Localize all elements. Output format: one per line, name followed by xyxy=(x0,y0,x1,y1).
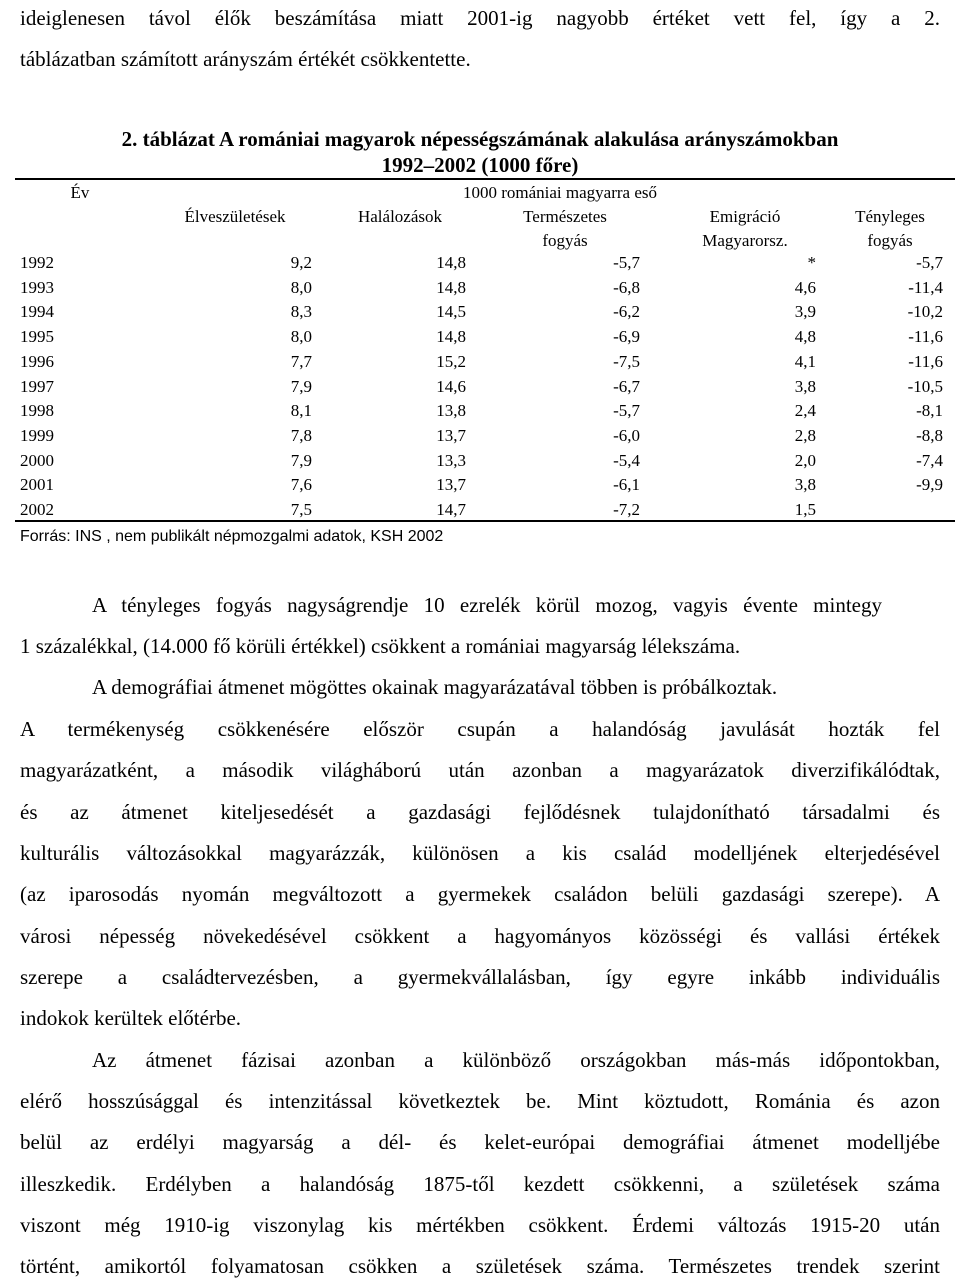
para2-line-3: magyarázatként, a második világháború után azonban a magyarázatok diverzifikálódtak, xyxy=(20,758,940,782)
intro-line-2: táblázatban számított arányszám értékét csökkentette. xyxy=(20,47,471,71)
table-year-cell: 1992 xyxy=(20,253,54,272)
table-value-cell: 14,8 xyxy=(436,278,466,297)
table-year-cell: 2001 xyxy=(20,475,54,494)
para2-line-8: szerepe a családtervezésben, a gyermekvállalásban, így egyre inkább individuális xyxy=(20,965,940,989)
para2-line-7: városi népesség növekedésével csökkent a hagyományos közösségi és vallási értékek xyxy=(20,924,940,948)
para3-line-2: elérő hosszúsággal és intenzitással következtek be. Mint köztudott, Románia és azon xyxy=(20,1089,940,1113)
table-value-cell: 4,6 xyxy=(794,278,816,297)
table-year-cell: 1996 xyxy=(20,352,54,371)
table-value-cell: 8,1 xyxy=(290,401,312,420)
header-col-emigration-2: Magyarorsz. xyxy=(702,231,788,250)
table-value-cell: 14,5 xyxy=(436,302,466,321)
table-value-cell: 9,2 xyxy=(290,253,312,272)
header-group: 1000 romániai magyarra eső xyxy=(462,183,657,202)
header-col-actual-loss-2: fogyás xyxy=(867,231,913,250)
table-value-cell: -6,7 xyxy=(613,377,640,396)
table-year-cell: 1999 xyxy=(20,426,54,445)
table-value-cell: -6,8 xyxy=(613,278,640,297)
table-value-cell: -6,9 xyxy=(613,327,640,346)
table-value-cell: -5,7 xyxy=(613,253,640,272)
table-value-cell: 8,0 xyxy=(290,327,312,346)
para3-line-3: belül az erdélyi magyarság a dél- és kelet-európai demográfiai átmenet modelljébe xyxy=(20,1130,940,1154)
table-value-cell: -10,5 xyxy=(907,377,943,396)
table-value-cell: -5,4 xyxy=(613,451,640,470)
table-value-cell: 14,8 xyxy=(436,253,466,272)
table-year-cell: 1995 xyxy=(20,327,54,346)
table-value-cell: * xyxy=(807,253,816,272)
table-value-cell: -11,4 xyxy=(908,278,943,297)
table-value-cell: 2,4 xyxy=(794,401,816,420)
table-value-cell: 2,8 xyxy=(794,426,816,445)
table-value-cell: 3,8 xyxy=(794,377,816,396)
table-year-cell: 1993 xyxy=(20,278,54,297)
table-value-cell: -6,1 xyxy=(613,475,640,494)
table-value-cell: 13,3 xyxy=(436,451,466,470)
table-value-cell: 14,8 xyxy=(436,327,466,346)
para2-line-4: és az átmenet kiteljesedését a gazdasági fejlődésnek tulajdonítható társadalmi és xyxy=(20,800,940,824)
table-top-rule xyxy=(15,178,955,180)
header-col-emigration: Emigráció xyxy=(709,207,781,226)
table-year-cell: 2002 xyxy=(20,500,54,519)
table-year-cell: 2000 xyxy=(20,451,54,470)
table-caption: 2. táblázat A romániai magyarok népességszámának alakulása arányszámokban xyxy=(121,127,839,151)
table-value-cell: 7,6 xyxy=(290,475,312,494)
para2-line-5: kulturális változásokkal magyarázzák, különösen a kis család modelljének elterjedésével xyxy=(20,841,940,865)
table-value-cell: 2,0 xyxy=(794,451,816,470)
intro-line-1: ideiglenesen távol élők beszámítása miatt 2001-ig nagyobb értéket vett fel, így a 2. xyxy=(20,6,940,30)
table-value-cell: 14,7 xyxy=(436,500,466,519)
table-value-cell: -6,2 xyxy=(613,302,640,321)
table-value-cell: -7,2 xyxy=(613,500,640,519)
para1-line-1: A tényleges fogyás nagyságrendje 10 ezrelék körül mozog, vagyis évente mintegy xyxy=(92,593,882,617)
table-value-cell: 8,0 xyxy=(290,278,312,297)
para3-line-4: illeszkedik. Erdélyben a halandóság 1875-től kezdett csökkenni, a születések száma xyxy=(20,1172,940,1196)
table-value-cell: -6,0 xyxy=(613,426,640,445)
table-value-cell: 7,8 xyxy=(290,426,312,445)
table-value-cell: 15,2 xyxy=(436,352,466,371)
table-year-cell: 1994 xyxy=(20,302,54,321)
table-value-cell: -7,4 xyxy=(916,451,943,470)
table-value-cell: 14,6 xyxy=(436,377,466,396)
table-caption-subtitle: 1992–2002 (1000 főre) xyxy=(381,153,579,177)
para2-line-2: A termékenység csökkenésére először csupán a halandóság javulását hozták fel xyxy=(20,717,940,741)
header-col-natural-loss: Természetes xyxy=(523,207,607,226)
para3-line-1: Az átmenet fázisai azonban a különböző országokban más-más időpontokban, xyxy=(92,1048,940,1072)
table-value-cell: 7,9 xyxy=(290,451,312,470)
table-value-cell: 8,3 xyxy=(290,302,312,321)
table-value-cell: -10,2 xyxy=(907,302,943,321)
para2-line-1: A demográfiai átmenet mögöttes okainak magyarázatával többen is próbálkoztak. xyxy=(92,675,778,699)
header-col-natural-loss-2: fogyás xyxy=(542,231,588,250)
table-value-cell: -9,9 xyxy=(916,475,943,494)
table-value-cell: 3,9 xyxy=(794,302,816,321)
para2-line-9: indokok kerültek előtérbe. xyxy=(20,1006,242,1030)
header-col-deaths: Halálozások xyxy=(357,207,443,226)
header-year: Év xyxy=(70,183,90,202)
header-col-actual-loss: Tényleges xyxy=(855,207,925,226)
table-value-cell: 13,8 xyxy=(436,401,466,420)
table-value-cell: 1,5 xyxy=(794,500,816,519)
table-value-cell: 4,1 xyxy=(794,352,816,371)
table-value-cell: -8,8 xyxy=(916,426,943,445)
table-value-cell: -8,1 xyxy=(916,401,943,420)
table-value-cell: -5,7 xyxy=(916,253,943,272)
para3-line-5: viszont még 1910-ig viszonylag kis mértékben csökkent. Érdemi változás 1915-20 után xyxy=(20,1213,940,1237)
table-value-cell: 13,7 xyxy=(436,426,466,445)
para1-line-2: 1 százalékkal, (14.000 fő körüli értékkel) csökkent a romániai magyarság lélekszáma. xyxy=(20,634,741,658)
table-year-cell: 1997 xyxy=(20,377,54,396)
table-value-cell: 7,5 xyxy=(290,500,312,519)
table-value-cell: -11,6 xyxy=(908,352,943,371)
table-bottom-rule xyxy=(15,520,955,522)
table-value-cell: -5,7 xyxy=(613,401,640,420)
table-value-cell: 13,7 xyxy=(436,475,466,494)
table-value-cell: -7,5 xyxy=(613,352,640,371)
table-value-cell: 4,8 xyxy=(794,327,816,346)
table-value-cell: -11,6 xyxy=(908,327,943,346)
table-year-cell: 1998 xyxy=(20,401,54,420)
para2-line-6: (az iparosodás nyomán megváltozott a gyermekek családon belüli gazdasági szerepe). A xyxy=(20,882,940,906)
table-value-cell: 7,9 xyxy=(290,377,312,396)
table-value-cell: 7,7 xyxy=(290,352,312,371)
para3-line-6: történt, amikortól folyamatosan csökken a születések száma. Természetes trendek szerint xyxy=(20,1254,940,1278)
table-source: Forrás: INS , nem publikált népmozgalmi adatok, KSH 2002 xyxy=(20,528,444,545)
table-value-cell: 3,8 xyxy=(794,475,816,494)
header-col-births: Élveszületések xyxy=(184,207,286,226)
